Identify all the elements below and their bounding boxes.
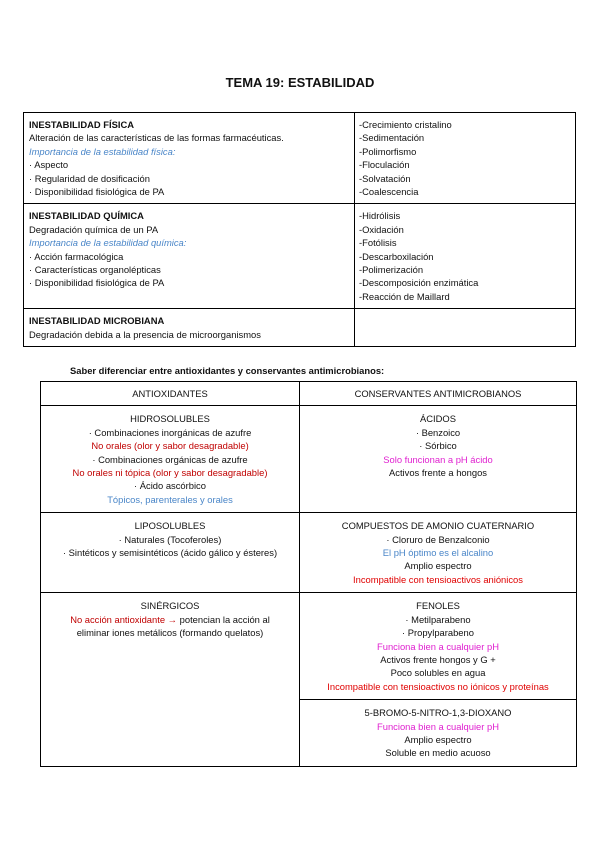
column-header-antioxidants: ANTIOXIDANTES [41, 382, 300, 406]
warning-text: No orales (olor y sabor desagradable) [91, 440, 249, 452]
list-item: -Solvatación [359, 172, 411, 184]
list-item: Soluble en medio acuoso [385, 747, 491, 759]
liposolubles-cell [41, 513, 300, 593]
importance-label: Importancia de la estabilidad física: [29, 145, 176, 157]
microbial-instability-cell [24, 309, 355, 347]
list-item: Amplio espectro [404, 733, 472, 745]
physical-instability-cell [24, 113, 355, 204]
sinergicos-cell [41, 593, 300, 766]
list-item: -Reacción de Maillard [359, 290, 450, 302]
list-item: -Hidrólisis [359, 210, 401, 222]
hidrosolubles-cell [41, 406, 300, 513]
bromo-cell [300, 700, 577, 767]
info-text: Tópicos, parenterales y orales [107, 493, 233, 505]
list-item: · Sintéticos y semisintéticos (ácido gálico y ésteres) [62, 547, 278, 559]
section-description: Degradación debida a la presencia de microorganismos [29, 328, 261, 340]
section-description: Degradación química de un PA [29, 223, 159, 235]
warning-text: Incompatible con tensioactivos aniónicos [353, 573, 523, 585]
list-item: -Fotólisis [359, 237, 397, 249]
warning-text: Incompatible con tensioactivos no iónicos y proteínas [327, 680, 549, 692]
acidos-cell [300, 406, 577, 513]
table-row [24, 113, 576, 204]
section-heading: INESTABILIDAD QUÍMICA [29, 210, 144, 222]
highlight-text: Funciona bien a cualquier pH [377, 640, 499, 652]
instability-table [23, 112, 576, 347]
list-item: Poco solubles en agua [390, 667, 486, 679]
table-row [24, 309, 576, 347]
list-item: · Combinaciones inorgánicas de azufre [88, 426, 252, 438]
list-item: · Cloruro de Benzalconio [386, 533, 490, 545]
list-item: · Propylparabeno [402, 627, 474, 639]
list-item: · Combinaciones orgánicas de azufre [92, 453, 248, 465]
list-item: -Coalescencia [359, 186, 419, 198]
group-title: ÁCIDOS [420, 413, 456, 425]
fenoles-cell [300, 593, 577, 700]
list-item: · Regularidad de dosificación [29, 172, 150, 184]
table-row [24, 204, 576, 309]
list-item: eliminar iones metálicos (formando quelatos) [76, 627, 264, 639]
list-item: -Sedimentación [359, 132, 425, 144]
empty-cell [355, 309, 576, 347]
table-row [41, 513, 577, 593]
table-row [41, 406, 577, 513]
group-title: COMPUESTOS DE AMONIO CUATERNARIO [341, 520, 535, 532]
table-row [41, 593, 577, 700]
list-item: -Oxidación [359, 223, 404, 235]
list-item: · Aspecto [29, 159, 69, 171]
warning-text: No orales ni tópica (olor y sabor desagradable) [72, 467, 268, 479]
table-header-row [41, 382, 577, 406]
list-item: · Disponibilidad fisiológica de PA [29, 277, 165, 289]
group-title: FENOLES [416, 600, 460, 612]
group-title: LIPOSOLUBLES [134, 520, 206, 532]
warning-text: No acción antioxidante → [70, 613, 178, 625]
list-item: -Polimerización [359, 264, 424, 276]
physical-types-cell [355, 113, 576, 204]
list-item: · Disponibilidad fisiológica de PA [29, 186, 165, 198]
amonio-cell [300, 513, 577, 593]
note-text: Saber diferenciar entre antioxidantes y conservantes antimicrobianos: [70, 365, 385, 376]
list-item: -Crecimiento cristalino [359, 119, 452, 130]
list-item: -Descomposición enzimática [359, 277, 479, 289]
page-title: TEMA 19: ESTABILIDAD [225, 75, 375, 90]
section-heading: INESTABILIDAD MICROBIANA [29, 315, 165, 327]
section-heading: INESTABILIDAD FÍSICA [29, 119, 135, 130]
group-title: SINÉRGICOS [140, 600, 200, 612]
chemical-types-cell [355, 204, 576, 309]
synergy-text: potencian la acción al [177, 613, 270, 625]
highlight-text: Solo funcionan a pH ácido [383, 453, 493, 465]
list-item: · Benzoico [415, 426, 461, 438]
list-item: -Descarboxilación [359, 250, 434, 262]
list-item: · Naturales (Tocoferoles) [118, 533, 222, 545]
list-item: · Sórbico [419, 440, 457, 452]
synergy-line [45, 613, 295, 626]
group-title: HIDROSOLUBLES [130, 413, 210, 425]
importance-label: Importancia de la estabilidad química: [29, 237, 187, 249]
list-item: · Metilparabeno [405, 613, 471, 625]
list-item: · Acción farmacológica [29, 250, 124, 262]
highlight-text: Funciona bien a cualquier pH [377, 720, 499, 732]
list-item: -Polimorfismo [359, 145, 417, 157]
list-item: -Floculación [359, 159, 410, 171]
section-description: Alteración de las características de las formas farmacéuticas. [29, 132, 284, 144]
list-item: Activos frente a hongos [389, 467, 487, 479]
list-item: · Características organolépticas [29, 264, 161, 276]
preservatives-table [40, 381, 577, 767]
group-title: 5-BROMO-5-NITRO-1,3-DIOXANO [364, 707, 512, 719]
column-header-antimicrobials: CONSERVANTES ANTIMICROBIANOS [300, 382, 577, 406]
list-item: Amplio espectro [404, 560, 472, 572]
info-text: El pH óptimo es el alcalino [382, 547, 494, 559]
list-item: Activos frente hongos y G + [380, 653, 496, 665]
list-item: · Ácido ascórbico [134, 480, 206, 492]
chemical-instability-cell [24, 204, 355, 309]
